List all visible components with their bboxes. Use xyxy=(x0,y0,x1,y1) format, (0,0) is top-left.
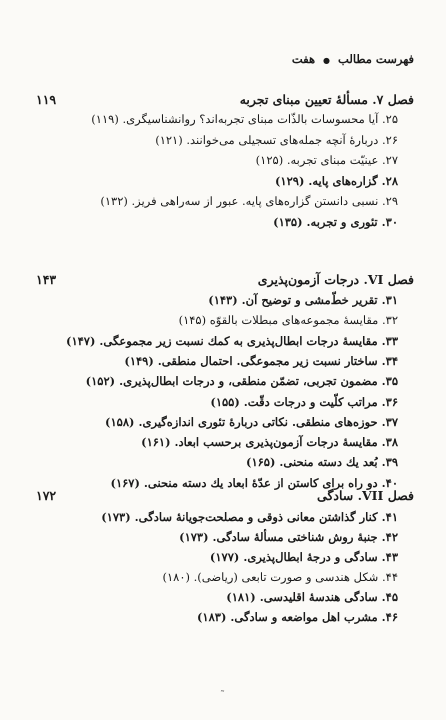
toc-entry: ۴۴. شکل هندسی و صورت تابعی (ریاضی). (۱۸۰) xyxy=(162,569,398,584)
header-page-word: هفت xyxy=(291,52,316,66)
toc-entry: ۴۱. کنار گذاشتن معانی ذوقی و مصلحت‌جویانهٔ سادگی. (۱۷۳) xyxy=(101,510,398,524)
chapter-title: فصل VI. درجات آزمون‌پذیری xyxy=(257,272,414,287)
toc-entry: ۴۶. مشرب اهل مواضعه و سادگی. (۱۸۳) xyxy=(196,609,398,624)
toc-entry: ۳۹. بُعد یك دسته منحنی. (۱۶۵) xyxy=(246,455,398,470)
toc-entry: ۴۵. سادگی هندسهٔ اقلیدسی. (۱۸۱) xyxy=(226,589,398,604)
chapter-page-number: ۱۷۲ xyxy=(36,488,57,503)
toc-entry: ۴۳. سادگی و درجهٔ ابطال‌پذیری. (۱۷۷) xyxy=(209,549,398,564)
toc-entry: ۳۰. تئوری و تجربه. (۱۳۵) xyxy=(273,215,398,229)
toc-entry: ۲۵. آیا محسوسات بالذّات مبنای تجربه‌اند؟ روانشناسیگری. (۱۱۹) xyxy=(91,112,398,126)
toc-entry: ۳۵. مضمون تجربی، تضمّن منطقی، و درجات ابطال‌پذیری. (۱۵۲) xyxy=(85,374,398,389)
toc-entry: ۳۳. مقایسهٔ درجات ابطال‌پذیری به کمك نسبت زیر مجموعگی. (۱۴۷) xyxy=(66,333,398,348)
chapter-page-number: ۱۱۹ xyxy=(36,92,57,107)
toc-entry: ۳۴. ساختار نسبت زیر مجموعگی. احتمال منطقی. (۱۴۹) xyxy=(124,353,398,368)
toc-entry: ۳۷. حوزه‌های منطقی. نکاتی دربارهٔ تئوری اندازه‌گیری. (۱۵۸) xyxy=(105,414,398,429)
toc-entry: ۲۶. دربارهٔ آنچه جمله‌های تسجیلی می‌خوانند. (۱۲۱) xyxy=(155,132,398,147)
toc-entry: ۴۰. دو راه برای کاستن از عدّهٔ ابعاد یك دسته منحنی. (۱۶۷) xyxy=(110,475,398,490)
chapter-heading xyxy=(30,488,414,506)
chapter-page-number: ۱۴۳ xyxy=(36,272,57,287)
chapter-heading xyxy=(30,272,414,290)
toc-entry: ۲۷. عینیّت مبنای تجربه. (۱۲۵) xyxy=(255,153,398,168)
chapter-title: فصل VII. سادگی xyxy=(317,488,414,503)
toc-entry: ۲۸. گزاره‌های پایه. (۱۲۹) xyxy=(274,173,398,188)
toc-entry: ۳۱. تقریر خطّ‌مشی و توضیح آن. (۱۴۳) xyxy=(208,293,398,307)
toc-entry: ۴۲. جنبهٔ روش شناختی مسألهٔ سادگی. (۱۷۳) xyxy=(179,529,398,544)
header-title: فهرست مطالب xyxy=(338,52,414,66)
footer-mark: ˜ xyxy=(220,690,225,701)
toc-entry: ۲۹. نسبی دانستن گزاره‌های پایه. عبور از سه‌راهی فریز. (۱۳۲) xyxy=(100,194,398,209)
chapter-title: فصل ۷. مسألهٔ تعیین مبنای تجربه xyxy=(239,92,414,107)
toc-entry: ۳۲. مقایسهٔ مجموعه‌های مبطلات بالقوّه (۱۴۵) xyxy=(178,313,398,328)
toc-entry: ۳۶. مراتب کلّیت و درجات دقّت. (۱۵۵) xyxy=(210,394,398,409)
chapter-heading xyxy=(30,92,414,110)
toc-entry: ۳۸. مقایسهٔ درجات آزمون‌پذیری برحسب ابعاد. (۱۶۱) xyxy=(141,435,398,450)
running-header xyxy=(292,52,414,66)
header-separator: ● xyxy=(323,55,331,65)
